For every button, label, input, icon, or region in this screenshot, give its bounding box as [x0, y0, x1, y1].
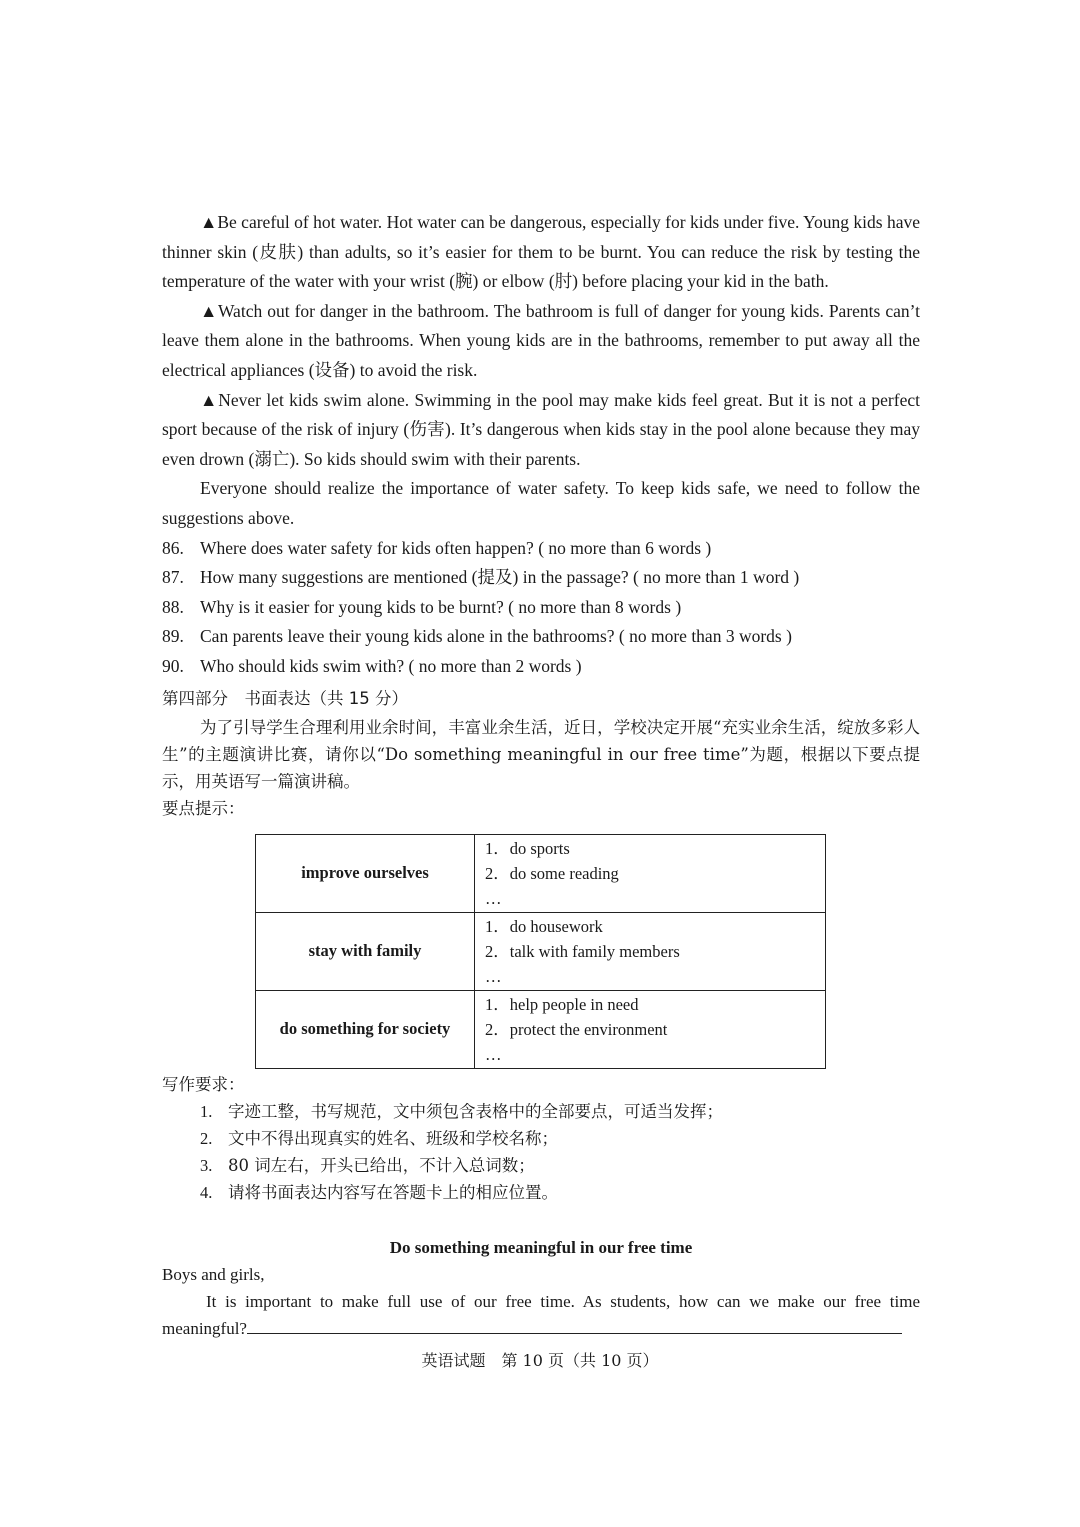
question-item	[162, 593, 920, 623]
question-number: 88.	[162, 596, 184, 617]
table-item: 1．do housework	[485, 916, 603, 936]
table-items	[475, 990, 826, 1068]
table-row	[256, 912, 826, 990]
writing-intro: 为了引导学生合理利用业余时间，丰富业余生活，近日，学校决定开展“充实业余生活，绽放多彩人生”的主题演讲比赛，请你以“Do something meaningful in our free time”为题，根据以下要点提示，用英语写一篇演讲稿。	[162, 717, 920, 791]
question-number: 90.	[162, 655, 184, 676]
requirement-item	[200, 1098, 920, 1125]
question-list	[162, 534, 920, 682]
requirements-list	[200, 1098, 920, 1206]
passage-paragraph-conclusion: Everyone should realize the importance of water safety. To keep kids safe, we need to follow the suggestions above.	[162, 478, 920, 528]
requirement-text: 80 词左右，开头已给出，不计入总词数；	[228, 1155, 535, 1175]
question-text: Who should kids swim with? ( no more than 2 words )	[200, 655, 582, 676]
table-item: …	[485, 1044, 502, 1064]
passage-paragraph-swimming: ▲Never let kids swim alone. Swimming in the pool may make kids feel great. But it is not a perfect sport because of the risk of injury (伤害). It’s dangerous when kids stay in the pool alone because they may even drown (溺亡). So kids should swim with their parents.	[162, 389, 920, 469]
question-text: Why is it easier for young kids to be burnt? ( no more than 8 words )	[200, 596, 682, 617]
essay-opening	[162, 1288, 920, 1342]
table-item: …	[485, 888, 502, 908]
question-text: Where does water safety for kids often happen? ( no more than 6 words )	[200, 537, 712, 558]
requirement-item	[200, 1179, 920, 1206]
table-items	[475, 834, 826, 912]
requirement-number: 3.	[200, 1155, 213, 1175]
table-item: 2．do some reading	[485, 863, 619, 883]
tips-label: 要点提示：	[162, 798, 245, 818]
table-items	[475, 912, 826, 990]
table-item: 2．protect the environment	[485, 1019, 668, 1039]
requirement-item	[200, 1125, 920, 1152]
question-item	[162, 563, 920, 593]
answer-blank-line[interactable]	[247, 1315, 902, 1334]
table-row	[256, 834, 826, 912]
question-item	[162, 622, 920, 652]
requirement-number: 2.	[200, 1128, 213, 1148]
passage-paragraph-bathroom: ▲Watch out for danger in the bathroom. The bathroom is full of danger for young kids. Parents can’t leave them alone in the bathrooms. When young kids are in the bathrooms, remember to put away all the electrical appliances (设备) to avoid the risk.	[162, 300, 920, 380]
question-text: Can parents leave their young kids alone in the bathrooms? ( no more than 3 words )	[200, 626, 792, 647]
question-number: 87.	[162, 567, 184, 588]
question-number: 86.	[162, 537, 184, 558]
requirement-number: 4.	[200, 1182, 213, 1202]
question-item	[162, 652, 920, 682]
section-title: 第四部分 书面表达（共 15 分）	[162, 688, 408, 708]
question-number: 89.	[162, 626, 184, 647]
table-item: 1．help people in need	[485, 994, 639, 1014]
table-category: do something for society	[256, 990, 475, 1068]
question-item	[162, 534, 920, 564]
exam-page	[162, 208, 920, 1342]
requirements-label: 写作要求：	[162, 1074, 245, 1094]
essay-greeting: Boys and girls,	[162, 1264, 265, 1284]
table-item: 2．talk with family members	[485, 941, 680, 961]
table-item: …	[485, 966, 502, 986]
requirement-text: 字迹工整，书写规范，文中须包含表格中的全部要点，可适当发挥；	[228, 1101, 723, 1121]
requirement-text: 请将书面表达内容写在答题卡上的相应位置。	[228, 1182, 558, 1202]
requirement-text: 文中不得出现真实的姓名、班级和学校名称；	[228, 1128, 558, 1148]
table-item: 1．do sports	[485, 838, 570, 858]
essay-opening-text: It is important to make full use of our free time. As students, how can we make our free time meaningful?	[162, 1291, 920, 1338]
essay-title: Do something meaningful in our free time	[389, 1237, 693, 1257]
tips-table	[255, 834, 826, 1069]
passage-paragraph-hot-water: ▲Be careful of hot water. Hot water can be dangerous, especially for kids under five. Young kids have thinner skin (皮肤) than adults, so it’s easier for them to be burnt. You can reduce the risk by testing the temperature of the water with your wrist (腕) or elbow (肘) before placing your kid in the bath.	[162, 212, 920, 292]
page-footer: 英语试题 第 10 页（共 10 页）	[421, 1351, 659, 1370]
table-category: stay with family	[256, 912, 475, 990]
requirement-item	[200, 1152, 920, 1179]
table-row	[256, 990, 826, 1068]
table-category: improve ourselves	[256, 834, 475, 912]
question-text: How many suggestions are mentioned (提及) in the passage? ( no more than 1 word )	[200, 567, 800, 588]
requirement-number: 1.	[200, 1101, 213, 1121]
